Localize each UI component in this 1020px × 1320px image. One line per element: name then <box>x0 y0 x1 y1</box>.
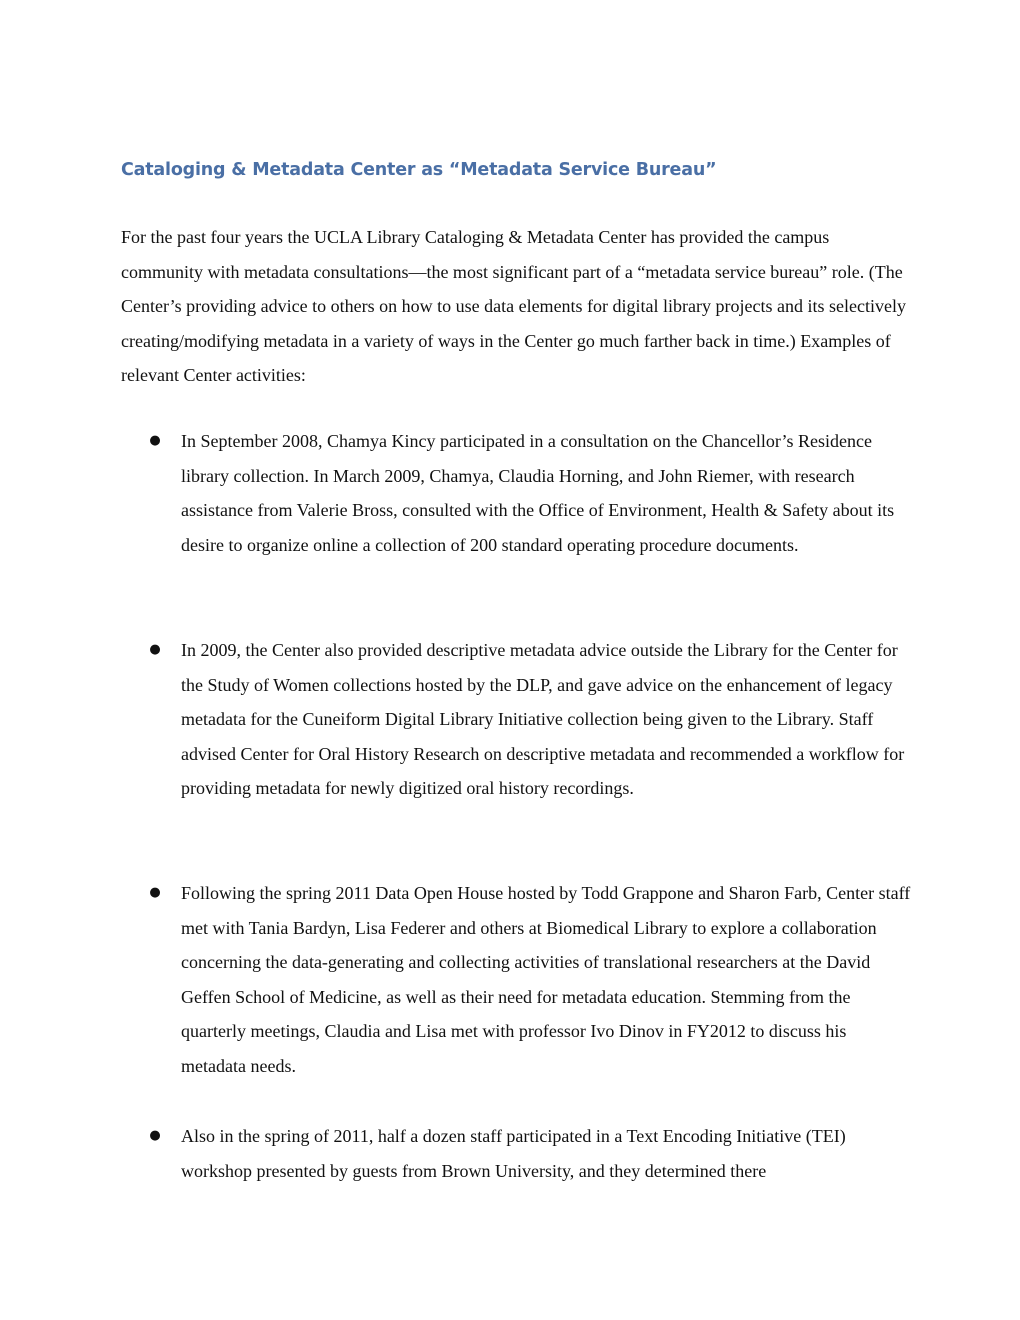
list-item <box>149 1119 911 1189</box>
bullet-icon: ● <box>149 642 161 657</box>
intro-paragraph: For the past four years the UCLA Library Cataloging & Metadata Center has provided the campus community with metadata consultations—the most significant part of a “metadata service bureau” role. (The Center’s providing advice to others on how to use data elements for digital library projects and its selectively creating/modifying metadata in a variety of ways in the Center go much farther back in time.) Examples of relevant Center activities: <box>121 227 906 386</box>
list-item-text: In 2009, the Center also provided descriptive metadata advice outside the Library for the Center for the Study of Women collections hosted by the DLP, and gave advice on the enhancement of legacy metadata for the Cuneiform Digital Library Initiative collection being given to the Library. Staff advised Center for Oral History Research on descriptive metadata and recommended a workflow for providing metadata for newly digitized oral history recordings. <box>181 640 905 799</box>
bullet-icon: ● <box>149 433 161 448</box>
bullet-icon: ● <box>149 885 161 900</box>
list-item <box>149 876 911 1084</box>
list-item <box>149 424 911 562</box>
bullet-icon: ● <box>149 1128 161 1143</box>
list-item-text: Following the spring 2011 Data Open House hosted by Todd Grappone and Sharon Farb, Center staff met with Tania Bardyn, Lisa Federer and others at Biomedical Library to explore a collaboration concerning the data-generating and collecting activities of translational researchers at the David Geffen School of Medicine, as well as their need for metadata education. Stemming from the quarterly meetings, Claudia and Lisa met with professor Ivo Dinov in FY2012 to discuss his metadata needs. <box>181 883 911 1076</box>
list-item-text: In September 2008, Chamya Kincy participated in a consultation on the Chancellor’s Residence library collection. In March 2009, Chamya, Claudia Horning, and John Riemer, with research assistance from Valerie Bross, consulted with the Office of Environment, Health & Safety about its desire to organize online a collection of 200 standard operating procedure documents. <box>181 431 895 555</box>
list-item <box>149 633 911 806</box>
list-item-text: Also in the spring of 2011, half a dozen staff participated in a Text Encoding Initiative (TEI) workshop presented by guests from Brown University, and they determined there <box>181 1126 846 1181</box>
page-title: Cataloging & Metadata Center as “Metadata Service Bureau” <box>121 160 717 180</box>
